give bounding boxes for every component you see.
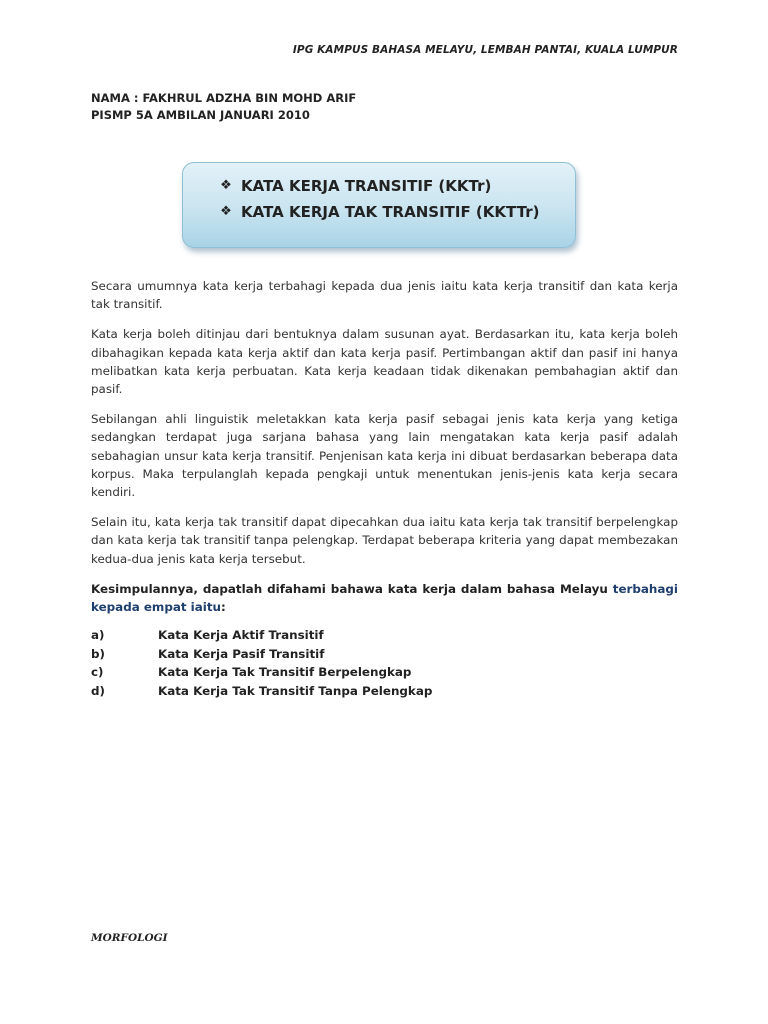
conclusion-highlight: terbahagi kepada empat iaitu	[91, 581, 678, 615]
list-text: Kata Kerja Pasif Transitif	[158, 646, 325, 661]
list-marker: d)	[91, 683, 105, 698]
list-marker: c)	[91, 665, 104, 680]
paragraph: Kata kerja boleh ditinjau dari bentuknya dalam susunan ayat. Berdasarkan itu, kata kerja boleh dibahagikan kepada kata kerja aktif dan kata kerja pasif. Pertimbangan aktif dan pasif ini hanya melibatkan kata kerja perbuatan. Kata kerja keadaan tidak dikenakan pembahagian aktif dan pasif.	[91, 327, 678, 397]
paragraph: Selain itu, kata kerja tak transitif dapat dipecahkan dua iaitu kata kerja tak transitif berpelengkap dan kata kerja tak transitif tanpa pelengkap. Terdapat beberapa kriteria yang dapat membezakan kedua-dua jenis kata kerja tersebut.	[91, 515, 678, 566]
list-item	[91, 663, 678, 682]
diamond-bullet-icon: ❖	[220, 178, 232, 193]
page-footer: MORFOLOGI	[91, 932, 168, 944]
title-item-text: KATA KERJA TRANSITIF (KKTr)	[241, 177, 492, 195]
title-box	[182, 162, 576, 248]
list-item	[91, 626, 678, 645]
paragraph: Sebilangan ahli linguistik meletakkan kata kerja pasif sebagai jenis kata kerja yang ketiga sedangkan terdapat juga sarjana bahasa yang lain mengatakan kata kerja pasif adalah sebahagian unsur kata kerja transitif. Penjenisan kata kerja ini dibuat berdasarkan beberapa data korpus. Maka terpulanglah kepada pengkaji untuk menentukan jenis-jenis kata kerja secara kendiri.	[91, 412, 678, 500]
title-item	[219, 199, 539, 225]
title-list	[219, 173, 539, 225]
list-text: Kata Kerja Tak Transitif Berpelengkap	[158, 665, 412, 680]
document-body	[91, 277, 678, 700]
diamond-bullet-icon: ❖	[220, 204, 232, 219]
student-info	[91, 90, 356, 124]
list-marker: b)	[91, 646, 105, 661]
conclusion-paragraph	[91, 580, 678, 616]
list-item	[91, 682, 678, 701]
verb-type-list	[91, 626, 678, 700]
student-program: PISMP 5A AMBILAN JANUARI 2010	[91, 108, 310, 122]
paragraph: Secara umumnya kata kerja terbahagi kepada dua jenis iaitu kata kerja transitif dan kata kerja tak transitif.	[91, 279, 678, 312]
page-header: IPG KAMPUS BAHASA MELAYU, LEMBAH PANTAI, KUALA LUMPUR	[292, 44, 678, 56]
title-item	[219, 173, 539, 199]
title-item-text: KATA KERJA TAK TRANSITIF (KKTTr)	[241, 203, 540, 221]
list-item	[91, 645, 678, 664]
student-name: NAMA : FAKHRUL ADZHA BIN MOHD ARIF	[91, 91, 357, 105]
list-marker: a)	[91, 628, 105, 643]
conclusion-lead: Kesimpulannya, dapatlah difahami bahawa kata kerja dalam bahasa Melayu	[91, 581, 613, 596]
list-text: Kata Kerja Aktif Transitif	[158, 628, 324, 643]
conclusion-tail: :	[221, 600, 226, 615]
list-text: Kata Kerja Tak Transitif Tanpa Pelengkap	[158, 683, 433, 698]
